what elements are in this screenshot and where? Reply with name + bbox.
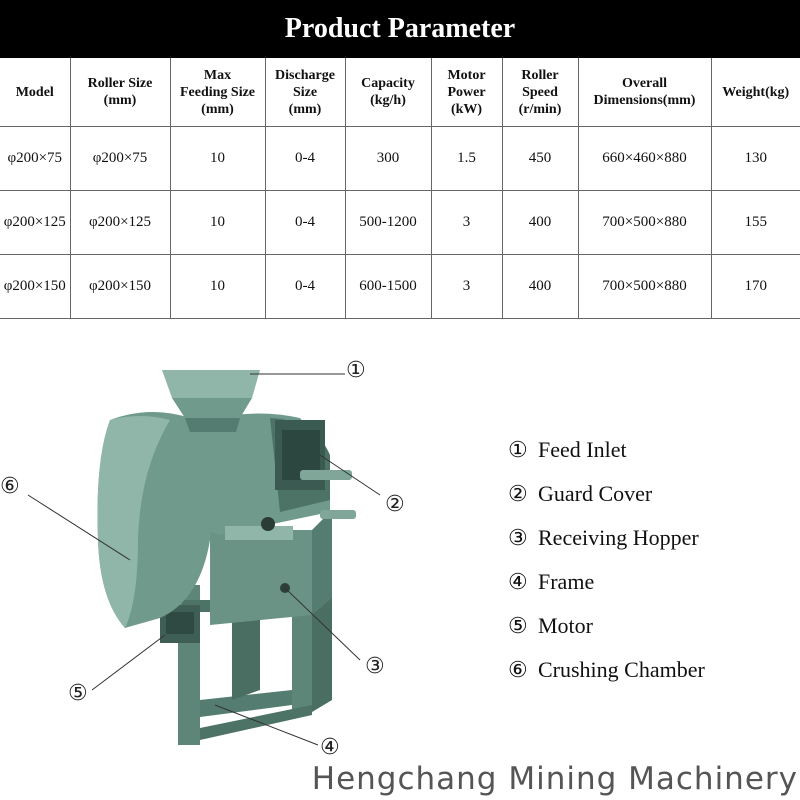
table-row	[0, 255, 800, 319]
table-row	[0, 191, 800, 255]
table-cell: φ200×150	[0, 255, 70, 319]
table-cell: 450	[502, 127, 578, 191]
table-cell: φ200×75	[70, 127, 170, 191]
column-header: Overall Dimensions(mm)	[578, 58, 711, 127]
brand-watermark: Hengchang Mining Machinery	[311, 760, 798, 797]
table-cell: 500-1200	[345, 191, 431, 255]
receiving-hopper	[210, 530, 312, 625]
callout-number-6: ⑥	[0, 474, 20, 499]
page-title: Product Parameter	[0, 0, 800, 58]
legend-item: ③ Receiving Hopper	[508, 525, 699, 550]
table-cell: 600-1500	[345, 255, 431, 319]
table-cell: φ200×125	[70, 191, 170, 255]
table-cell: 660×460×880	[578, 127, 711, 191]
table-cell: 10	[170, 255, 265, 319]
legend-label: Frame	[538, 569, 595, 594]
legend-label: Receiving Hopper	[538, 525, 699, 550]
column-header: Weight(kg)	[711, 58, 800, 127]
table-cell: 3	[431, 255, 502, 319]
column-header: Capacity (kg/h)	[345, 58, 431, 127]
callout-number-5: ⑤	[68, 681, 88, 706]
table-cell: 300	[345, 127, 431, 191]
callout-number-2: ②	[385, 492, 405, 517]
table-cell: 700×500×880	[578, 255, 711, 319]
column-header: Roller Size (mm)	[70, 58, 170, 127]
legend-item: ④ Frame	[508, 569, 595, 594]
table-cell: 170	[711, 255, 800, 319]
table-cell: 10	[170, 191, 265, 255]
table-cell: 1.5	[431, 127, 502, 191]
parts-legend	[508, 428, 705, 692]
legend-label: Guard Cover	[538, 481, 653, 506]
table-cell: 155	[711, 191, 800, 255]
callout-line-5	[92, 635, 165, 690]
table-cell: 0-4	[265, 255, 345, 319]
table-cell: 400	[502, 191, 578, 255]
table-header-row	[0, 58, 800, 127]
legend-label: Motor	[538, 613, 593, 638]
table-cell: 130	[711, 127, 800, 191]
legend-item: ② Guard Cover	[508, 481, 653, 506]
callout-number-3: ③	[365, 654, 385, 679]
column-header: Max Feeding Size (mm)	[170, 58, 265, 127]
table-cell: φ200×75	[0, 127, 70, 191]
column-header: Roller Speed (r/min)	[502, 58, 578, 127]
table-row	[0, 127, 800, 191]
table-cell: 3	[431, 191, 502, 255]
table-cell: φ200×125	[0, 191, 70, 255]
column-header: Model	[0, 58, 70, 127]
table-cell: φ200×150	[70, 255, 170, 319]
column-header: Discharge Size (mm)	[265, 58, 345, 127]
legend-item: ⑤ Motor	[508, 613, 593, 638]
legend-item: ① Feed Inlet	[508, 437, 627, 462]
table-cell: 400	[502, 255, 578, 319]
legend-item: ⑥ Crushing Chamber	[508, 657, 705, 682]
callout-number-4: ④	[320, 735, 340, 760]
table-cell: 10	[170, 127, 265, 191]
table-cell: 0-4	[265, 191, 345, 255]
column-header: Motor Power (kW)	[431, 58, 502, 127]
table-cell: 0-4	[265, 127, 345, 191]
table-cell: 700×500×880	[578, 191, 711, 255]
callout-number-1: ①	[346, 358, 366, 383]
legend-label: Feed Inlet	[538, 437, 627, 462]
legend-label: Crushing Chamber	[538, 657, 705, 682]
table-body	[0, 127, 800, 319]
parameter-table	[0, 58, 800, 319]
